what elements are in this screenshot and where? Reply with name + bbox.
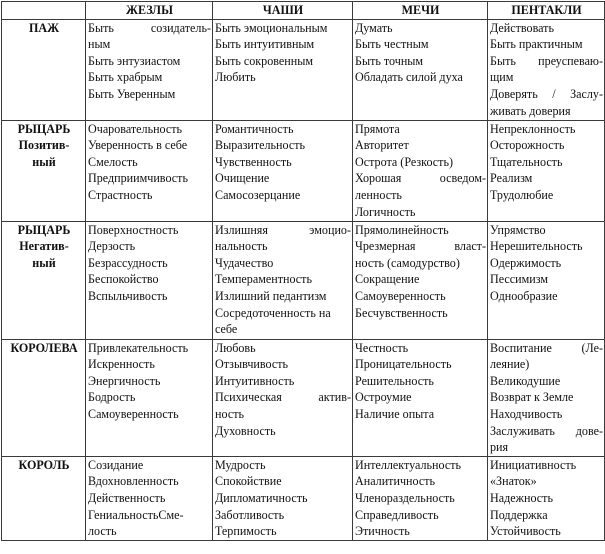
trait-line: Очаровательность (88, 121, 183, 136)
trait-line: живать доверия (490, 103, 571, 118)
trait-line: Бодрость (88, 390, 136, 405)
trait-line: Острота (Резкость) (355, 154, 453, 169)
trait-line: Чрезмерная власт- (355, 239, 486, 254)
trait-line: Однообразие (490, 288, 558, 303)
trait-line: Духовность (215, 423, 276, 438)
trait-line: Наличие опыта (355, 406, 435, 421)
rank-title: КОРОЛЕВА (10, 340, 78, 355)
trait-line: Трудолюбие (490, 187, 554, 202)
trait-line: Отзывчивость (215, 357, 289, 372)
trait-line: Быть храбрым (88, 70, 163, 85)
trait-line: Созидание (88, 457, 144, 472)
trait-line: Этичность (355, 524, 410, 539)
trait-line: Самоуверенность (88, 406, 179, 421)
table-row-knight-positive (2, 120, 605, 221)
trait-line: Излишний педантизм (215, 288, 327, 303)
trait-line: Доверять / Заслу- (490, 86, 603, 101)
trait-line: Привлекательность (88, 340, 189, 355)
trait-line: Тщательность (490, 154, 563, 169)
trait-cell-cups (213, 221, 353, 339)
trait-cell-swords (353, 19, 488, 120)
trait-line: Смелость (88, 154, 138, 169)
trait-line: ность (самодурство) (355, 255, 460, 270)
trait-line: Одержимость (490, 255, 562, 270)
rank-title: РЫЦАРЬ (17, 121, 71, 136)
trait-line: ГениальностьСме- (88, 507, 184, 522)
trait-line: Интуитивность (215, 373, 295, 388)
trait-cell-cups (213, 456, 353, 540)
trait-line: Заслуживать дове- (490, 423, 603, 438)
trait-line: Заботливость (215, 507, 285, 522)
table-row-queen (2, 339, 605, 456)
trait-line: Спокойствие (215, 474, 282, 489)
rank-cell (2, 221, 86, 339)
trait-line: Быть интуитивным (215, 37, 315, 52)
trait-line: Быть сокровенным (215, 53, 314, 68)
trait-line: Поддержка (490, 507, 548, 522)
trait-line: Быть Уверенным (88, 86, 176, 101)
trait-line: Обладать силой духа (355, 70, 463, 85)
trait-line: Самосозерцание (215, 187, 301, 202)
suit-header-swords: МЕЧИ (353, 2, 488, 20)
trait-line: Темпераментность (215, 272, 312, 287)
trait-line: Быть преуспеваю- (490, 53, 603, 68)
trait-line: Романтичность (215, 121, 294, 136)
trait-line: Нерешительность (490, 239, 583, 254)
trait-cell-pentacles (488, 339, 605, 456)
trait-line: Проницательность (355, 357, 452, 372)
trait-line: Осторожность (490, 138, 565, 153)
rank-cell (2, 339, 86, 456)
trait-line: Вспыльчивость (88, 288, 168, 303)
table-row-page (2, 19, 605, 120)
trait-cell-pentacles (488, 456, 605, 540)
trait-cell-wands (86, 19, 213, 120)
trait-cell-cups (213, 19, 353, 120)
table-row-knight-negative (2, 221, 605, 339)
rank-cell (2, 19, 86, 120)
rank-subtitle: Позитив- (18, 138, 70, 153)
trait-cell-swords (353, 221, 488, 339)
trait-line: Любить (215, 70, 256, 85)
trait-cell-swords (353, 339, 488, 456)
trait-line: ность (215, 406, 244, 421)
trait-line: Быть честным (355, 37, 429, 52)
suit-header-wands: ЖЕЗЛЫ (86, 2, 213, 20)
rank-subtitle: ный (32, 154, 56, 169)
trait-line: Пессимизм (490, 272, 548, 287)
trait-cell-cups (213, 339, 353, 456)
trait-line: Бесчувственность (355, 305, 448, 320)
trait-line: Беспокойство (88, 272, 159, 287)
trait-line: Прямота (355, 121, 400, 136)
trait-line: Действовать (490, 20, 554, 35)
trait-line: Быть эмоциональным (215, 20, 328, 35)
trait-line: ным (88, 37, 111, 52)
trait-line: Быть точным (355, 53, 424, 68)
trait-line: Дипломатичность (215, 490, 308, 505)
rank-subtitle: ный (32, 255, 56, 270)
trait-line: нальность (215, 239, 268, 254)
trait-line: Сокращение (355, 272, 420, 287)
trait-line: Интеллектуальность (355, 457, 462, 472)
rank-title: ПАЖ (28, 20, 60, 35)
trait-line: Авторитет (355, 138, 409, 153)
trait-line: Воспитание (Ле- (490, 340, 603, 355)
trait-line: Реализм (490, 171, 533, 186)
trait-cell-wands (86, 456, 213, 540)
rank-title: КОРОЛЬ (18, 457, 70, 472)
trait-cell-wands (86, 221, 213, 339)
trait-line: Устойчивость (490, 524, 561, 539)
trait-cell-swords (353, 120, 488, 221)
trait-line: Непреклонность (490, 121, 576, 136)
trait-line: Уверенность в себе (88, 138, 188, 153)
suit-header-cups: ЧАШИ (213, 2, 353, 20)
trait-line: Чудачество (215, 255, 274, 270)
trait-line: Упрямство (490, 222, 546, 237)
trait-line: Вдохновленность (88, 474, 179, 489)
rank-title: РЫЦАРЬ (17, 222, 71, 237)
trait-line: Прямолинейность (355, 222, 449, 237)
trait-cell-cups (213, 120, 353, 221)
trait-line: Честность (355, 340, 409, 355)
trait-line: рия (490, 440, 509, 455)
trait-line: Предприимчивость (88, 171, 188, 186)
trait-line: Поверхностность (88, 222, 179, 237)
rank-subtitle: Негатив- (19, 239, 69, 254)
trait-cell-swords (353, 456, 488, 540)
trait-line: Очищение (215, 171, 270, 186)
trait-line: «Знаток» (490, 474, 537, 489)
trait-line: Сосредоточенность на (215, 305, 331, 320)
rank-cell (2, 456, 86, 540)
trait-line: Самоуверенность (355, 288, 446, 303)
trait-line: Страстность (88, 187, 153, 202)
trait-line: Действенность (88, 490, 166, 505)
trait-line: Быть практичным (490, 37, 583, 52)
trait-line: Надежность (490, 490, 553, 505)
trait-line: Быть энтузиастом (88, 53, 181, 68)
trait-line: себе (215, 322, 238, 337)
trait-line: Выразительность (215, 138, 306, 153)
trait-line: Решительность (355, 373, 434, 388)
trait-line: Излишняя эмоцио- (215, 222, 351, 237)
trait-line: Аналитичность (355, 474, 436, 489)
trait-line: Психическая актив- (215, 390, 351, 405)
trait-line: Мудрость (215, 457, 266, 472)
trait-line: Остроумие (355, 390, 412, 405)
header-row (2, 2, 605, 20)
suit-header-pentacles: ПЕНТАКЛИ (488, 2, 605, 20)
trait-line: Безрассудность (88, 255, 168, 270)
trait-cell-pentacles (488, 19, 605, 120)
trait-cell-pentacles (488, 120, 605, 221)
trait-line: Дерзость (88, 239, 136, 254)
trait-line: Искренность (88, 357, 155, 372)
trait-line: лость (88, 524, 117, 539)
trait-line: Чувственность (215, 154, 292, 169)
trait-line: Великодушие (490, 373, 561, 388)
trait-line: леяние) (490, 357, 530, 372)
trait-line: ленность (355, 187, 402, 202)
trait-line: Думать (355, 20, 393, 35)
trait-cell-wands (86, 120, 213, 221)
trait-line: Любовь (215, 340, 256, 355)
trait-line: щим (490, 70, 514, 85)
trait-line: Терпимость (215, 524, 277, 539)
trait-cell-pentacles (488, 221, 605, 339)
trait-line: Находчивость (490, 406, 563, 421)
tarot-court-cards-table (1, 1, 605, 541)
corner-cell (2, 2, 86, 20)
table-row-king (2, 456, 605, 540)
trait-line: Инициативность (490, 457, 577, 472)
trait-line: Логичность (355, 204, 416, 219)
trait-cell-wands (86, 339, 213, 456)
trait-line: Быть созидатель- (88, 20, 211, 35)
rank-cell (2, 120, 86, 221)
trait-line: Хорошая осведом- (355, 171, 486, 186)
trait-line: Членораздельность (355, 490, 455, 505)
trait-line: Энергичность (88, 373, 161, 388)
trait-line: Справедливость (355, 507, 439, 522)
trait-line: Возврат к Земле (490, 390, 574, 405)
